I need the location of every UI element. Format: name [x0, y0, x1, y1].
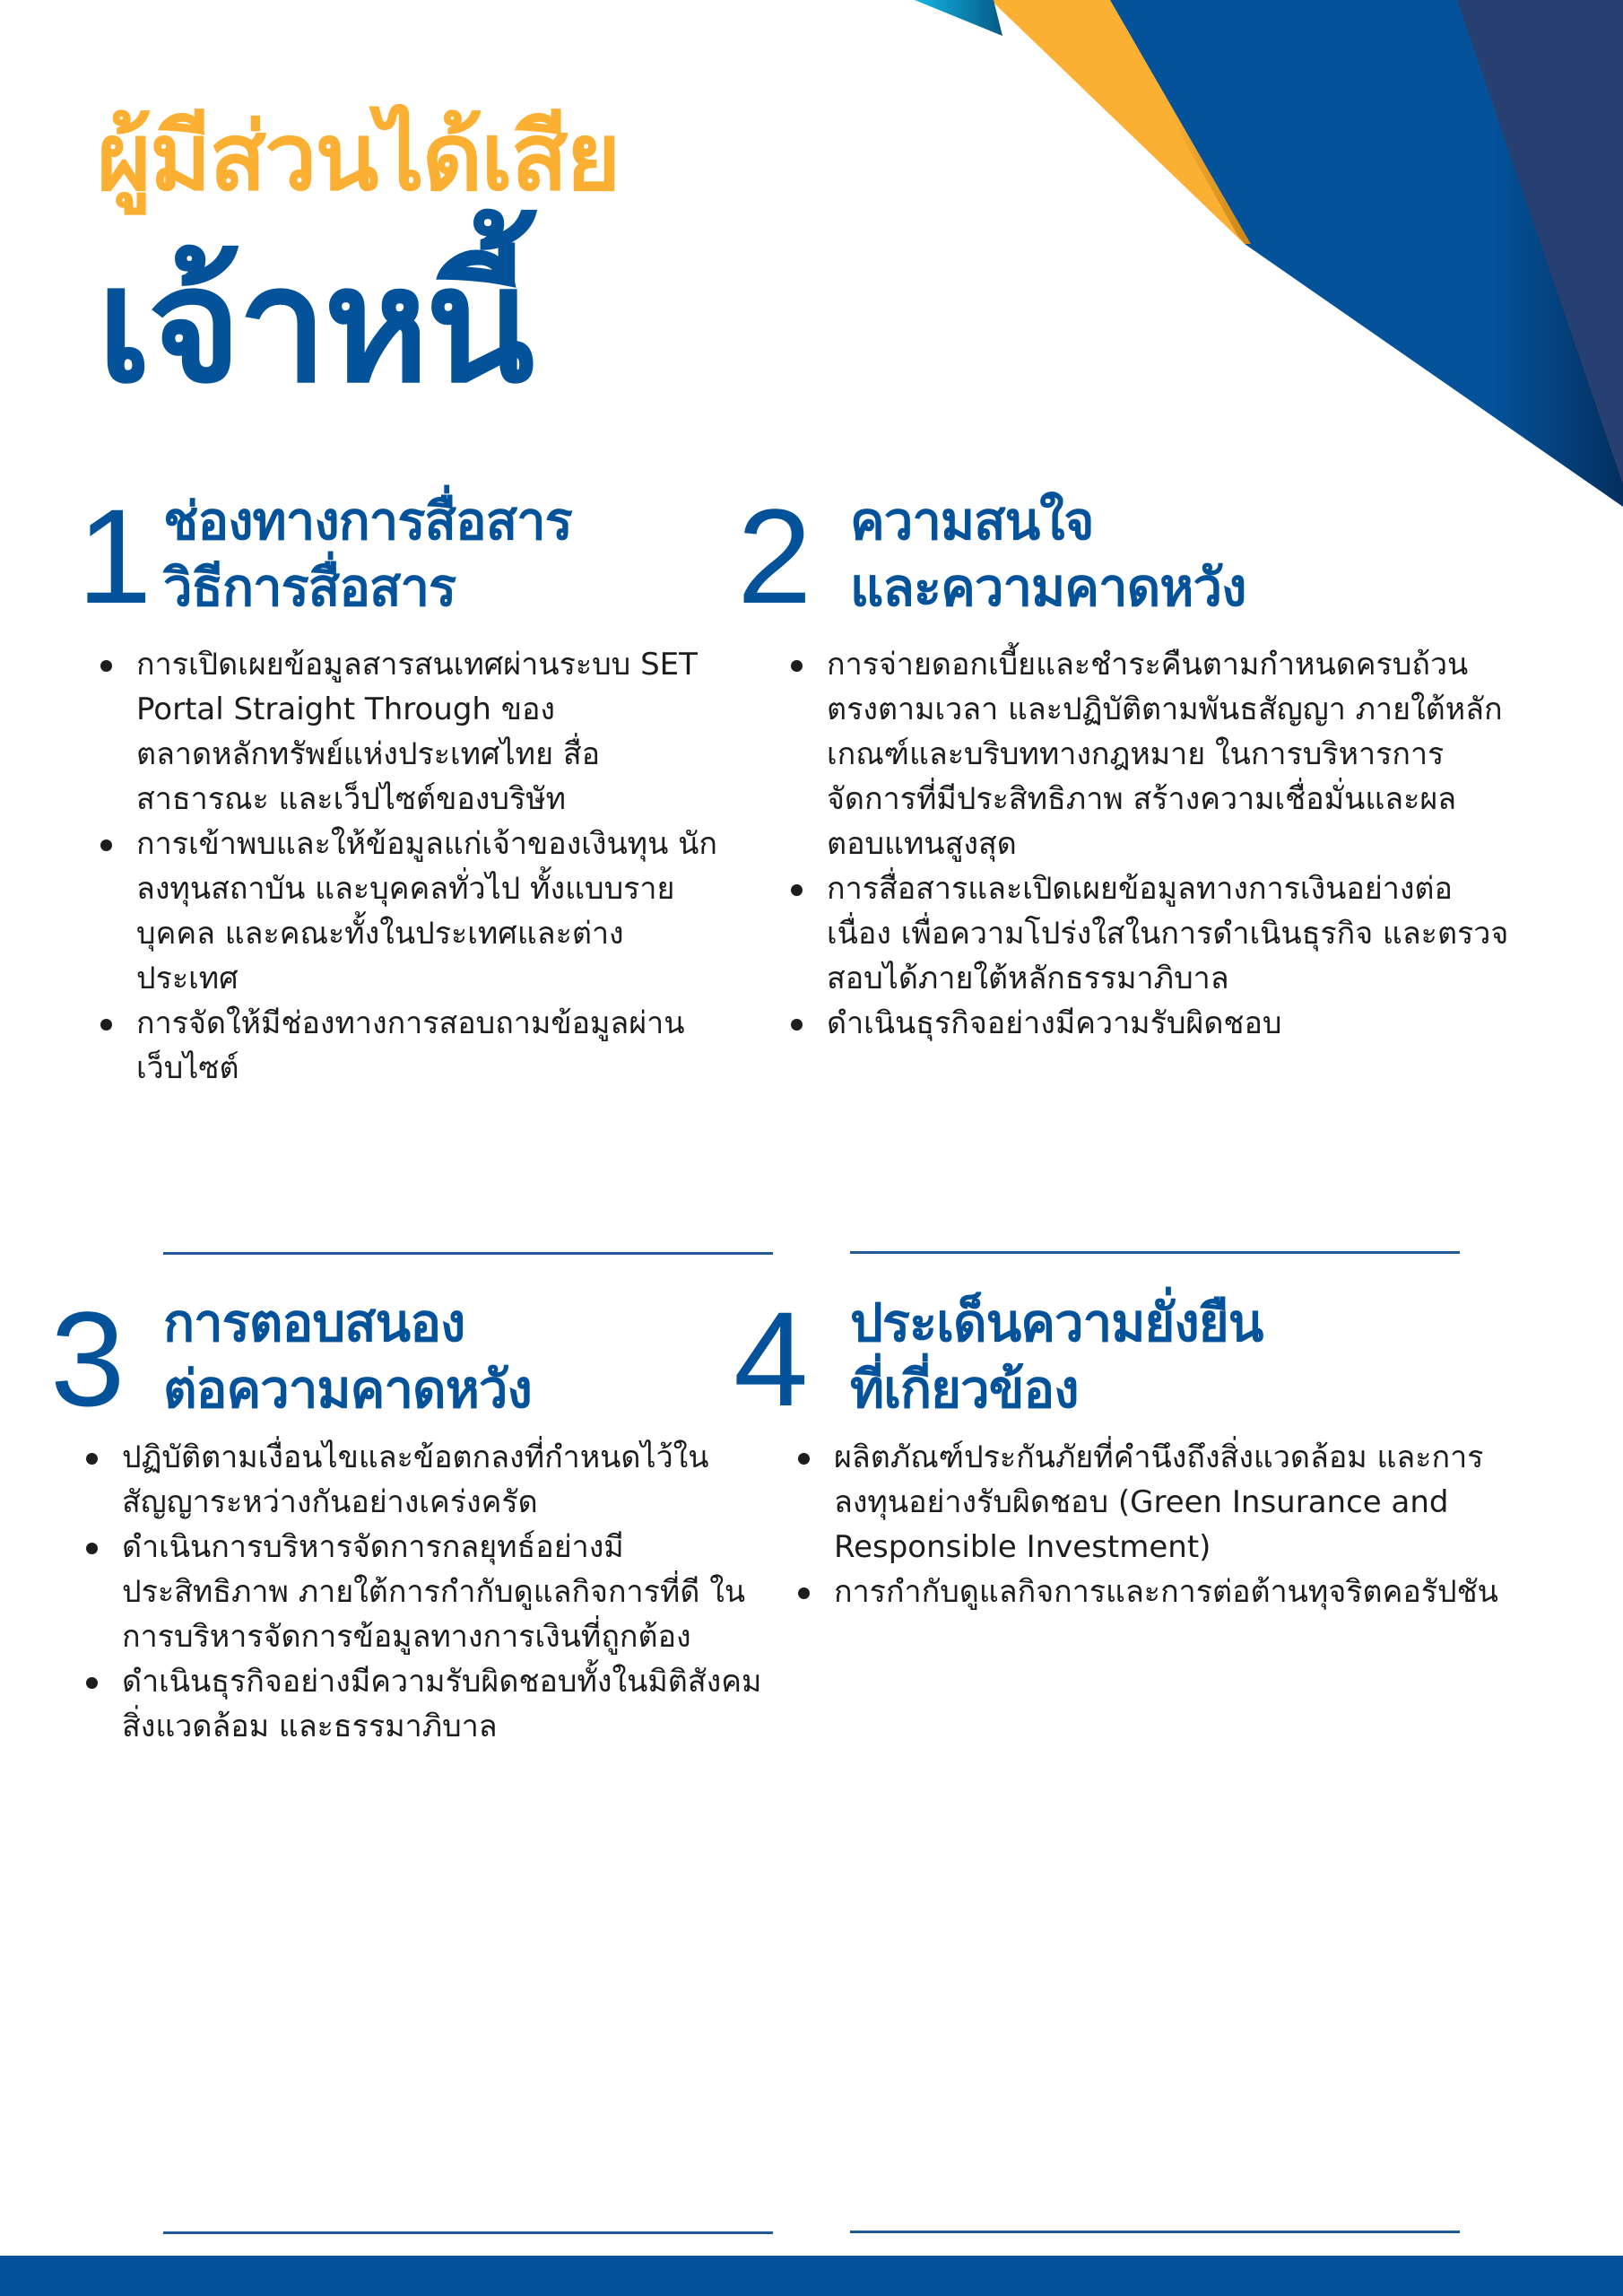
bullet-icon [86, 1543, 98, 1554]
list-item: การจัดให้มีช่องทางการสอบถามข้อมูลผ่านเว็บไซต์ [97, 1001, 725, 1091]
section-2-list [787, 642, 1514, 1046]
section-1-heading: ช่องทางการสื่อสาร วิธีการสื่อสาร [163, 491, 572, 618]
divider-right-top [850, 1251, 1460, 1254]
section-4-number: 4 [733, 1283, 809, 1434]
bullet-icon [100, 1019, 112, 1031]
divider-left-bottom [163, 2231, 773, 2234]
list-item: การกำกับดูแลกิจการและการต่อต้านทุจริตคอรัปชัน [794, 1570, 1530, 1614]
list-item: การจ่ายดอกเบี้ยและชำระคืนตามกำหนดครบถ้วน ตรงตามเวลา และปฏิบัติตามพันธสัญญา ภายใต้หลักเกณฑ์และบริบททางกฎหมาย ในการบริหารการจัดการที่มีประสิทธิภาพ สร้างความเชื่อมั่นและผลตอบแทนสูงสุด [787, 642, 1514, 866]
section-2-heading: ความสนใจ และความคาดหวัง [850, 491, 1246, 618]
list-item: การสื่อสารและเปิดเผยข้อมูลทางการเงินอย่างต่อเนื่อง เพื่อความโปร่งใสในการดำเนินธุรกิจ และตรวจสอบได้ภายใต้หลักธรรมาภิบาล [787, 866, 1514, 1001]
cyan-ribbon [915, 0, 1002, 36]
bullet-icon [798, 1453, 810, 1465]
bullet-icon [100, 660, 112, 672]
bullet-icon [86, 1677, 98, 1689]
section-4-list [794, 1435, 1530, 1614]
stakeholder-eyebrow: ผู้มีส่วนได้เสีย [97, 102, 620, 212]
section-2-number: 2 [737, 481, 812, 631]
list-item: ปฏิบัติตามเงื่อนไขและข้อตกลงที่กำหนดไว้ในสัญญาระหว่างกันอย่างเคร่งครัด [82, 1435, 773, 1525]
list-item: ดำเนินการบริหารจัดการกลยุทธ์อย่างมีประสิทธิภาพ ภายใต้การกำกับดูแลกิจการที่ดี ในการบริหารจัดการข้อมูลทางการเงินที่ถูกต้อง [82, 1525, 773, 1659]
bullet-icon [798, 1587, 810, 1599]
list-item: ดำเนินธุรกิจอย่างมีความรับผิดชอบทั้งในมิติสังคม สิ่งแวดล้อม และธรรมาภิบาล [82, 1659, 773, 1749]
section-3-list [82, 1435, 773, 1749]
list-item: การเปิดเผยข้อมูลสารสนเทศผ่านระบบ SET Portal Straight Through ของตลาดหลักทรัพย์แห่งประเทศไทย สื่อสาธารณะ และเว็ปไซต์ของบริษัท [97, 642, 725, 822]
section-1-list [97, 642, 725, 1091]
bullet-icon [791, 1019, 803, 1031]
list-item: ผลิตภัณฑ์ประกันภัยที่คำนึงถึงสิ่งแวดล้อม และการลงทุนอย่างรับผิดชอบ (Green Insurance and Responsible Investment) [794, 1435, 1530, 1570]
list-item: การเข้าพบและให้ข้อมูลแก่เจ้าของเงินทุน นักลงทุนสถาบัน และบุคคลทั่วไป ทั้งแบบรายบุคคล และคณะทั้งในประเทศและต่างประเทศ [97, 822, 725, 1001]
divider-left-top [163, 1252, 773, 1255]
page-title: เจ้าหนี้ [97, 232, 532, 418]
bullet-icon [100, 839, 112, 851]
section-4-heading: ประเด็นความยั่งยืน ที่เกี่ยวข้อง [850, 1292, 1263, 1420]
section-3-heading: การตอบสนอง ต่อความคาดหวัง [163, 1292, 532, 1420]
list-item: ดำเนินธุรกิจอย่างมีความรับผิดชอบ [787, 1001, 1514, 1046]
bullet-icon [791, 660, 803, 672]
section-3-number: 3 [50, 1283, 126, 1434]
bullet-icon [86, 1453, 98, 1465]
divider-right-bottom [850, 2231, 1460, 2233]
section-1-number: 1 [77, 481, 152, 631]
bullet-icon [791, 884, 803, 896]
footer-bar [0, 2256, 1623, 2296]
